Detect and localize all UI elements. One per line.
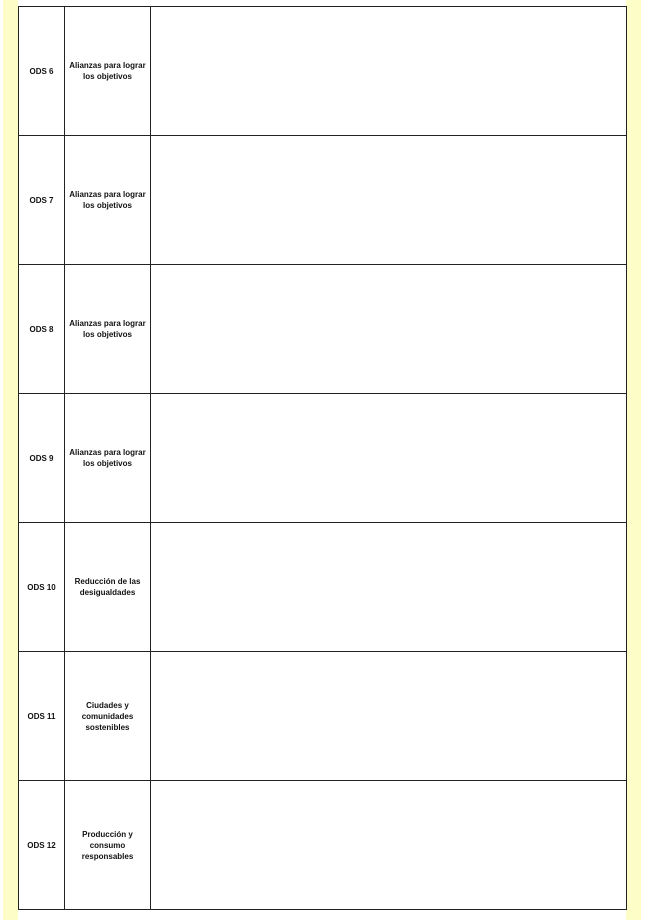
ods-table-body [19,7,627,910]
ods-notes-cell[interactable] [151,394,627,523]
ods-code-cell: ODS 6 [19,7,65,136]
ods-goal-cell [65,523,151,652]
ods-goal-cell [65,265,151,394]
table-row [19,394,627,523]
ods-notes-cell[interactable] [151,781,627,910]
ods-goal-line: responsables [81,851,134,861]
ods-goal-line: Alianzas para lograr [69,448,146,457]
ods-goal-cell [65,781,151,910]
ods-code-cell: ODS 12 [19,781,65,910]
ods-goal-line: los objetivos [83,459,132,468]
ods-code-cell: ODS 9 [19,394,65,523]
table-row [19,7,627,136]
table-row [19,136,627,265]
right-margin-band [626,0,641,920]
ods-goal-line: Alianzas para lograr [69,61,146,70]
document-page [18,6,626,916]
ods-goal-cell [65,394,151,523]
ods-goal-cell [65,7,151,136]
ods-goal-line: comunidades [81,711,134,721]
ods-notes-cell[interactable] [151,7,627,136]
table-row [19,781,627,910]
ods-notes-cell[interactable] [151,523,627,652]
ods-goal-line: Ciudades y [86,700,129,710]
ods-goal-cell [65,652,151,781]
ods-goal-line: consumo [89,840,126,850]
ods-code-cell: ODS 10 [19,523,65,652]
ods-goal-line: Alianzas para lograr [69,190,146,199]
left-margin-band [3,0,18,920]
table-row [19,523,627,652]
ods-code-cell: ODS 8 [19,265,65,394]
ods-goal-line: los objetivos [83,201,132,210]
ods-code-cell: ODS 7 [19,136,65,265]
ods-goal-cell [65,136,151,265]
ods-notes-cell[interactable] [151,265,627,394]
ods-table [18,6,627,910]
table-row [19,265,627,394]
table-row [19,652,627,781]
ods-goal-line: Reducción de las [74,577,141,586]
ods-notes-cell[interactable] [151,652,627,781]
ods-goal-line: Alianzas para lograr [69,319,146,328]
ods-notes-cell[interactable] [151,136,627,265]
ods-goal-line: desigualdades [79,588,136,597]
ods-goal-line: los objetivos [83,330,132,339]
ods-goal-line: Producción y [82,829,133,839]
ods-goal-line: los objetivos [83,72,132,81]
ods-goal-line: sostenibles [85,722,130,732]
ods-code-cell: ODS 11 [19,652,65,781]
